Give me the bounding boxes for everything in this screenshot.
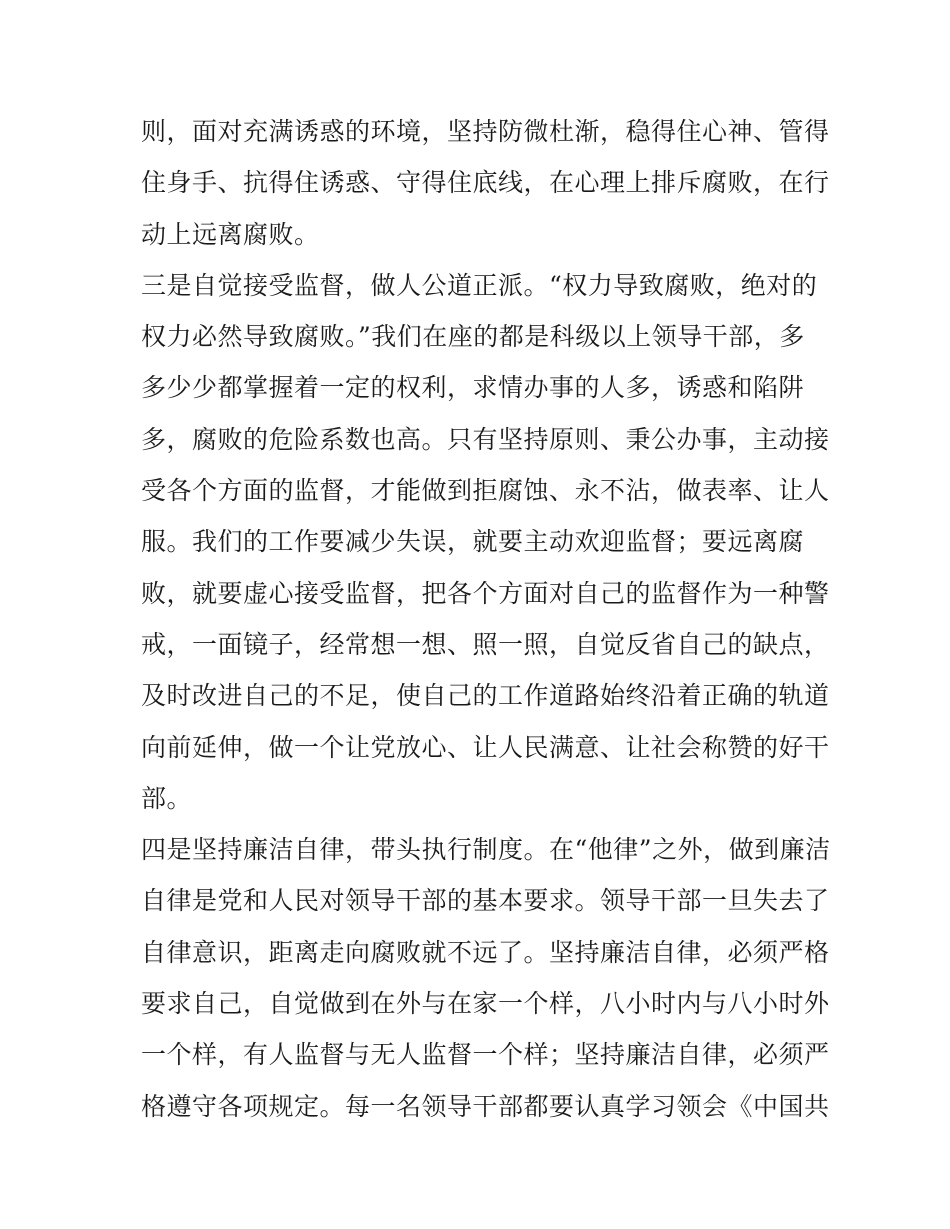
text-line: 动上远离腐败。 <box>141 219 320 249</box>
text-line: 向前延伸，做一个让党放心、让人民满意、让社会称赞的好干 <box>141 732 830 762</box>
text-line: 多少少都掌握着一定的权利，求情办事的人多，诱惑和陷阱 <box>141 373 805 403</box>
text-line: 要求自己，自觉做到在外与在家一个样，八小时内与八小时外 <box>141 989 830 1019</box>
text-line: 权力必然导致腐败。”我们在座的都是科级以上领导干部，多 <box>141 322 805 352</box>
text-line: 受各个方面的监督，才能做到拒腐蚀、永不沾，做表率、让人 <box>141 476 830 506</box>
text-line: 自律意识，距离走向腐败就不远了。坚持廉洁自律，必须严格 <box>141 937 830 967</box>
text-line: 多，腐败的危险系数也高。只有坚持原则、秉公办事，主动接 <box>141 424 830 454</box>
text-line: 格遵守各项规定。每一名领导干部都要认真学习领会《中国共 <box>141 1091 830 1121</box>
text-line: 一个样，有人监督与无人监督一个样；坚持廉洁自律，必须严 <box>141 1040 830 1070</box>
text-line: 自律是党和人民对领导干部的基本要求。领导干部一旦失去了 <box>141 886 830 916</box>
text-line: 戒，一面镜子，经常想一想、照一照，自觉反省自己的缺点， <box>141 629 830 659</box>
text-line: 败，就要虚心接受监督，把各个方面对自己的监督作为一种警 <box>141 578 830 608</box>
body-text <box>141 106 831 1132</box>
text-line: 部。 <box>141 783 193 813</box>
text-line: 四是坚持廉洁自律，带头执行制度。在“他律”之外，做到廉洁 <box>141 835 831 865</box>
text-line: 三是自觉接受监督，做人公道正派。“权力导致腐败，绝对的 <box>141 270 818 300</box>
text-line: 服。我们的工作要减少失误，就要主动欢迎监督；要远离腐 <box>141 527 805 557</box>
text-line: 则，面对充满诱惑的环境，坚持防微杜渐，稳得住心神、管得 <box>141 117 830 146</box>
text-line: 住身手、抗得住诱惑、守得住底线，在心理上排斥腐败，在行 <box>141 168 830 198</box>
text-line: 及时改进自己的不足，使自己的工作道路始终沿着正确的轨道 <box>141 681 830 711</box>
